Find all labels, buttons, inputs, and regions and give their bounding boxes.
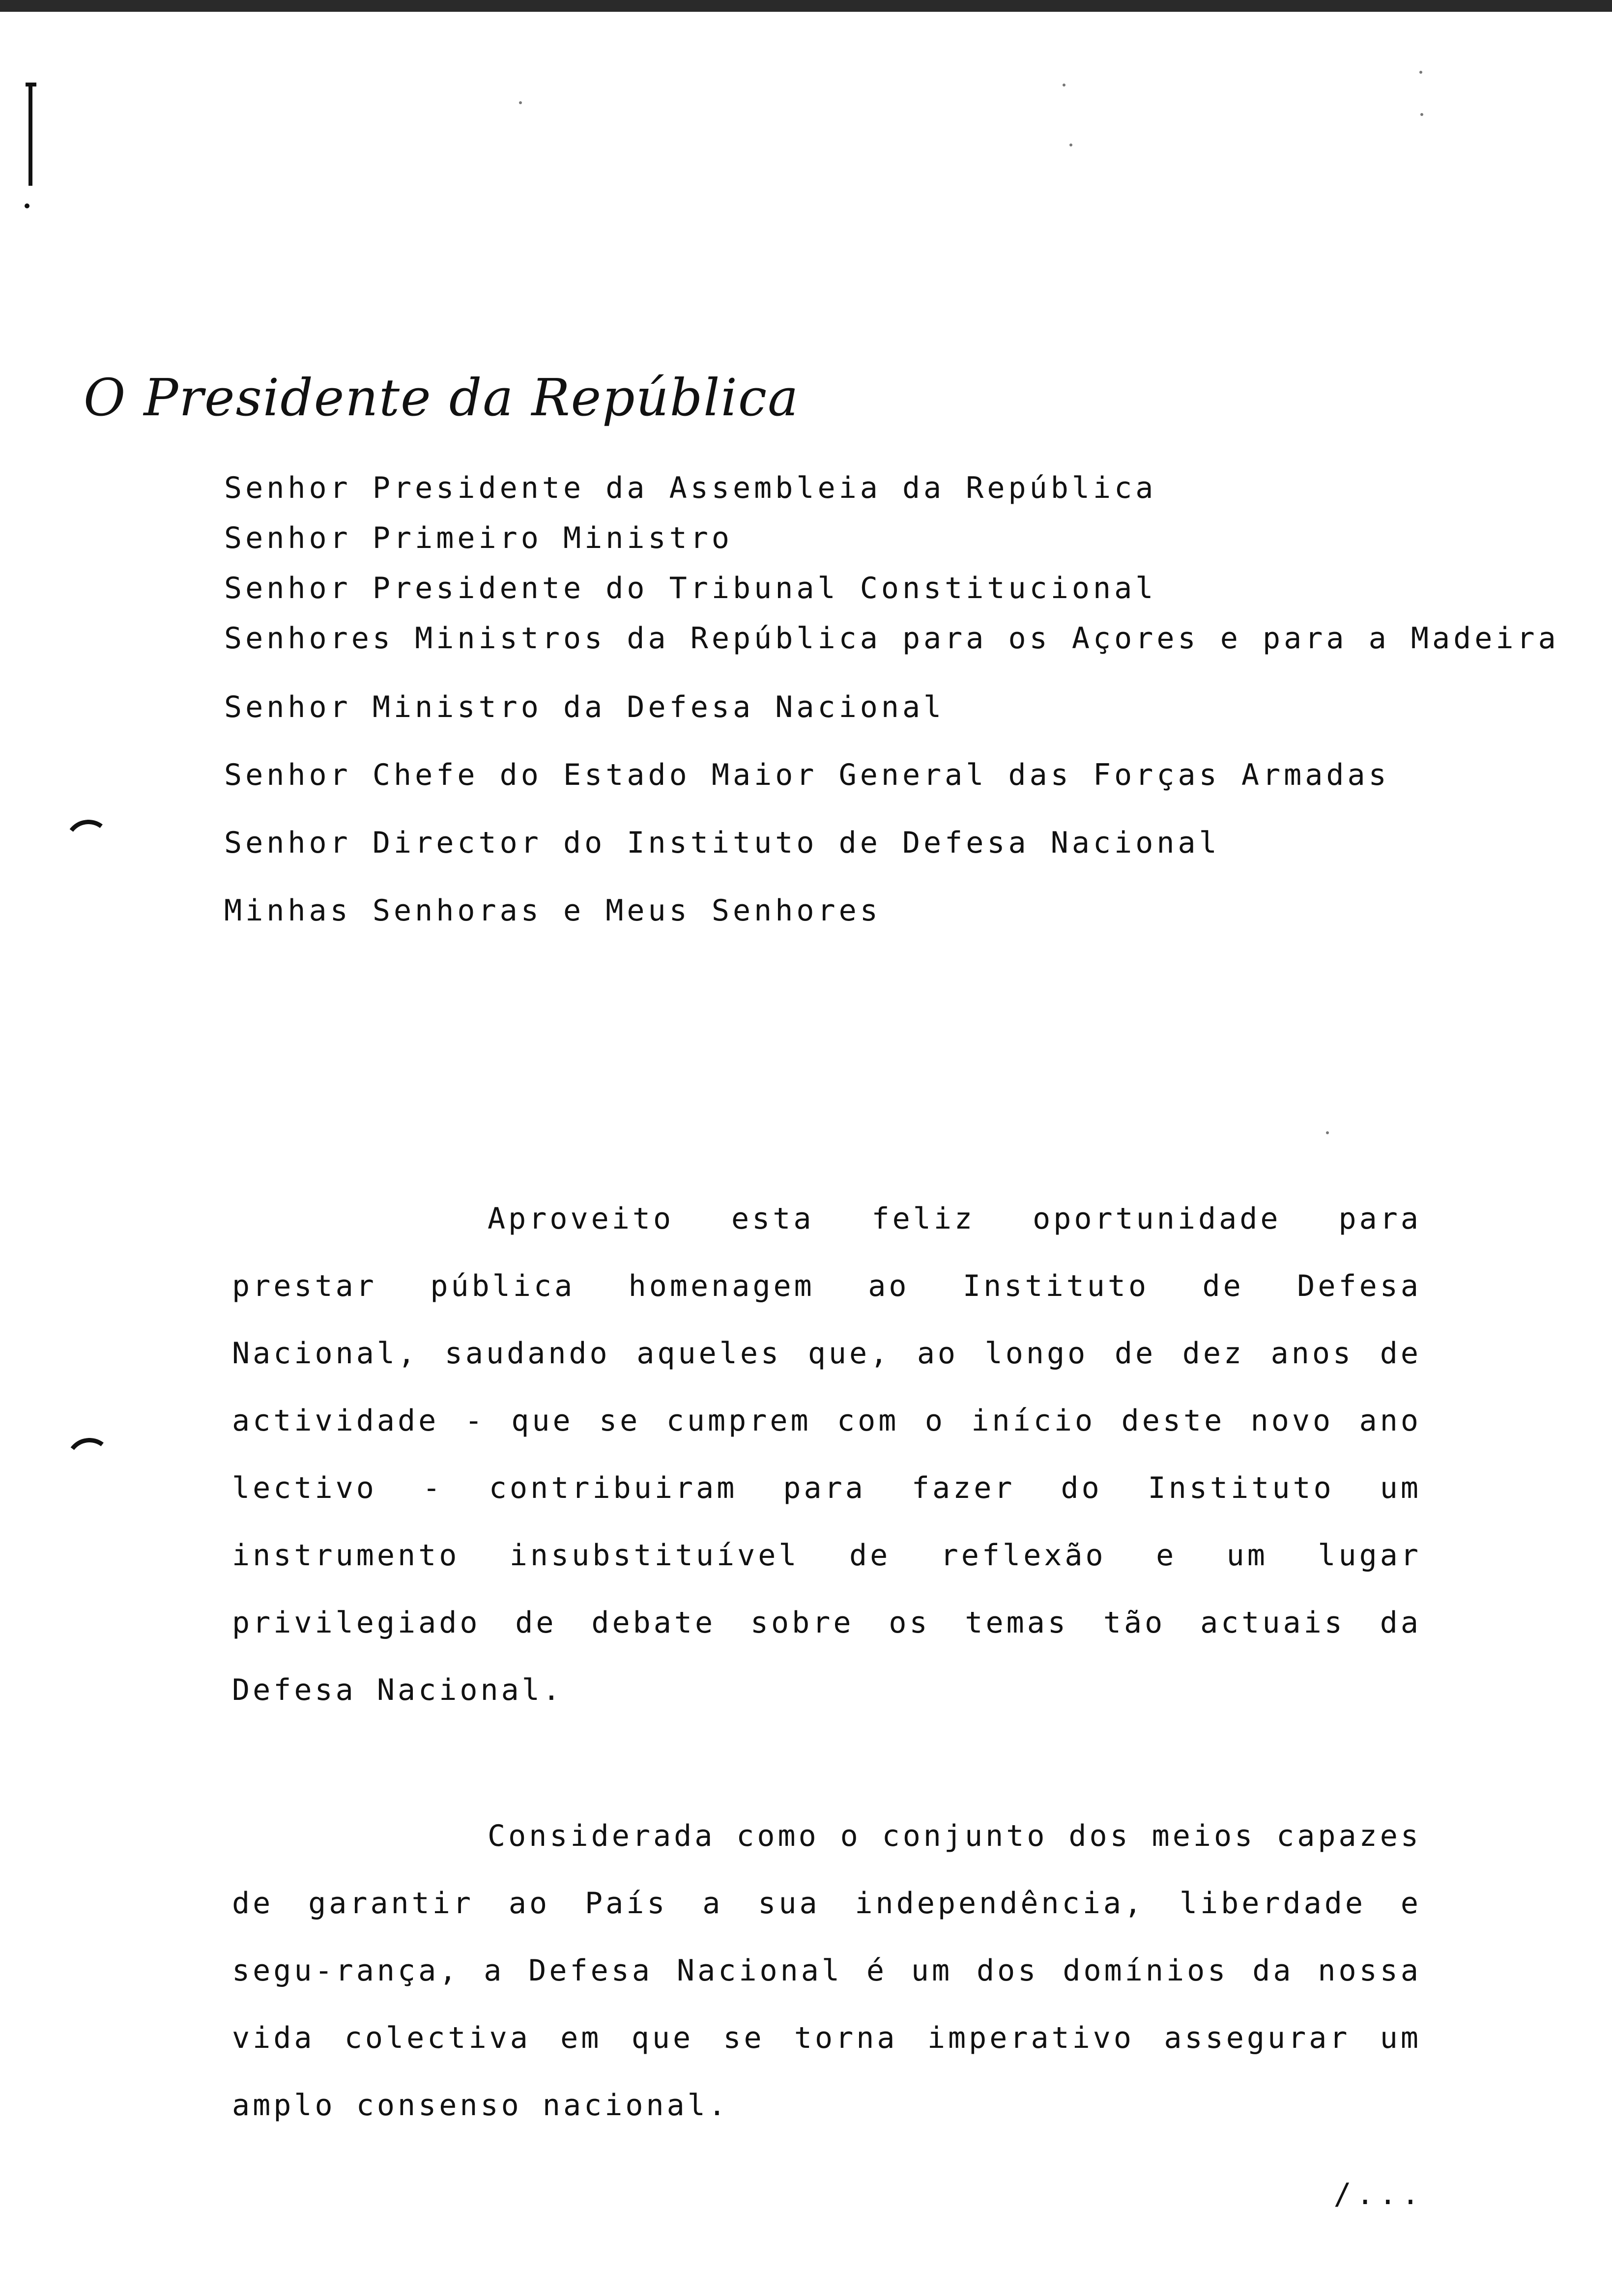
letterhead-title: O Presidente da República (84, 368, 800, 428)
salutation-line: Senhor Ministro da Defesa Nacional (224, 690, 945, 724)
binding-mark (29, 83, 37, 186)
spacing (224, 868, 1502, 886)
punch-hole-mark (62, 817, 115, 870)
salutation-line: Minhas Senhoras e Meus Senhores (224, 893, 881, 928)
scan-speck (1069, 144, 1072, 146)
body-paragraph: Considerada como o conjunto dos meios capazes de garantir ao País a sua independência, liberdade e segu-rança, a Defesa Nacional é um dos domínios da nossa vida colectiva em que se torna imperativo assegurar um amplo consenso nacional. (232, 1819, 1421, 2123)
salutation-line: Senhor Primeiro Ministro (224, 521, 733, 555)
salutation-line: Senhores Ministros da República para os Açores e para a Madeira (224, 621, 1559, 656)
scan-speck (1419, 71, 1422, 74)
spacing (224, 732, 1502, 750)
spacing (224, 800, 1502, 818)
salutation-line: Senhor Chefe do Estado Maior General das Forças Armadas (224, 758, 1390, 792)
scan-speck (1063, 84, 1065, 86)
salutation-list (224, 463, 1559, 936)
body-paragraph: Aproveito esta feliz oportunidade para prestar pública homenagem ao Instituto de Defesa Nacional, saudando aqueles que, ao longo de dez anos de actividade - que se cumprem com o início deste novo ano lectivo - contribuiram para fazer do Instituto um instrumento insubstituível de reflexão e um lugar privilegiado de debate sobre os temas tão actuais da Defesa Nacional. (232, 1202, 1421, 1707)
scan-speck (519, 101, 522, 104)
page-top-edge (0, 0, 1612, 12)
salutation-line: Senhor Presidente do Tribunal Constitucional (224, 571, 1157, 605)
continuation-mark: /... (1333, 2177, 1424, 2211)
scan-speck (1326, 1131, 1329, 1134)
spacing (224, 663, 1502, 682)
salutation-line: Senhor Director do Instituto de Defesa Nacional (224, 826, 1220, 860)
salutation-line: Senhor Presidente da Assembleia da República (224, 471, 1157, 505)
scan-speck (1420, 113, 1423, 116)
punch-hole-mark (63, 1435, 116, 1488)
speech-body (232, 1185, 1421, 2218)
